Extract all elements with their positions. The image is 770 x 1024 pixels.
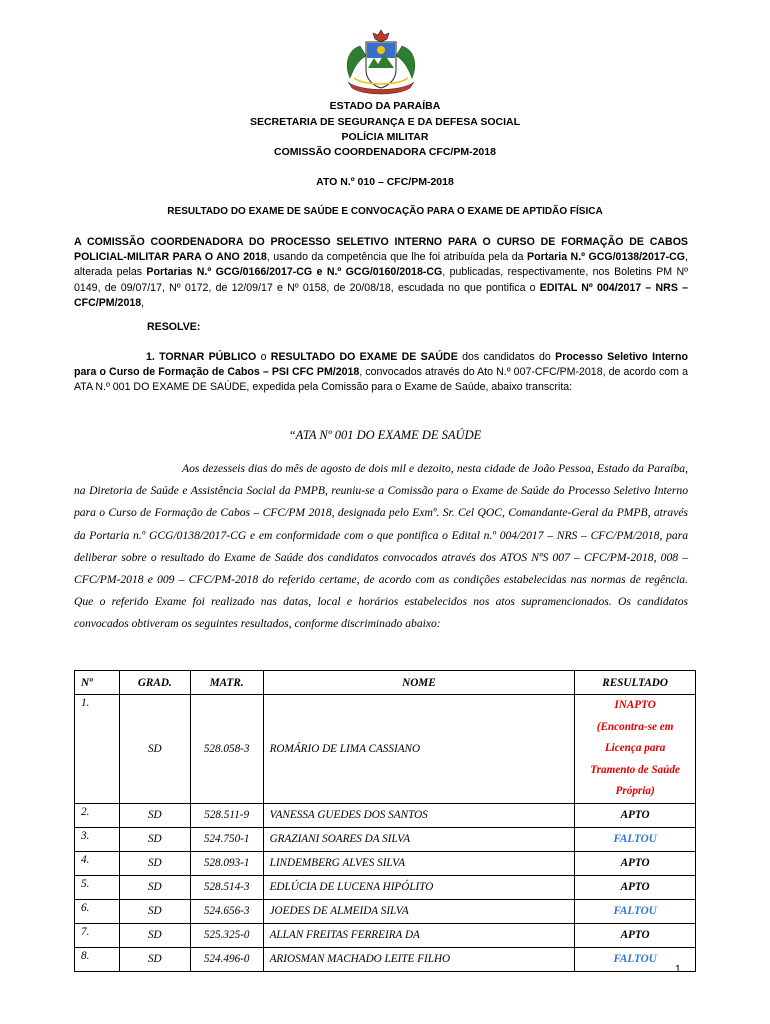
col-header-n: Nº	[75, 671, 120, 695]
cell-grad: SD	[119, 875, 190, 899]
cell-matr: 528.514-3	[190, 875, 263, 899]
intro-text-1: , usando da competência que lhe foi atribuída pela da	[266, 251, 528, 264]
document-title: RESULTADO DO EXAME DE SAÚDE E CONVOCAÇÃO PARA O EXAME DE APTIDÃO FÍSICA	[167, 206, 603, 217]
act-number: ATO N.º 010 – CFC/PM-2018	[316, 176, 454, 188]
header-commission: COMISSÃO COORDENADORA CFC/PM-2018	[274, 146, 496, 158]
cell-n: 6.	[75, 899, 120, 923]
cell-n: 5.	[75, 875, 120, 899]
cell-n: 4.	[75, 851, 120, 875]
intro-text-2: , alterada pelas	[74, 251, 688, 279]
cell-grad: SD	[119, 803, 190, 827]
cell-resultado: FALTOU	[575, 827, 696, 851]
intro-bold-4: EDITAL Nº 004/2017 – NRS – CFC/PM/2018	[74, 281, 688, 309]
cell-nome: ROMÁRIO DE LIMA CASSIANO	[263, 695, 575, 804]
cell-matr: 528.093-1	[190, 851, 263, 875]
cell-n: 2.	[75, 803, 120, 827]
item1-text-1: o	[256, 351, 271, 363]
intro-paragraph	[74, 235, 688, 311]
ata-body: Aos dezesseis dias do mês de agosto de dois mil e dezoito, nesta cidade de João Pessoa, Estado da Paraíba, na Diretoria de Saúde e Assistência Social da PMPB, reuniu-se a Comissão para o Exame de Saúde do Processo Seletivo Interno para o Curso de Formação de Cabos – CFC/PM 2018, designada pelo Exmº. Sr. Cel QOC, Comandante-Geral da PMPB, através da Portaria n.º GCG/0138/2017-CG e em conformidade com o que pontifica o Edital n.º 004/2017 – NRS – CFC/PM/2018, para deliberar sobre o resultado do Exame de Saúde dos candidatos convocados através dos ATOS NºS 007 – CFC/PM-2018, 008 – CFC/PM-2018 e 009 – CFC/PM-2018 do referido certame, de acordo com as condições estabelecidas nas normas de regência. Que o referido Exame foi realizado nas datas, local e horários estabelecidos nos atos supramencionados. Os candidatos convocados obtiveram os seguintes resultados, conforme discriminado abaixo:	[74, 462, 688, 631]
header-state: ESTADO DA PARAÍBA	[329, 100, 441, 112]
cell-nome: GRAZIANI SOARES DA SILVA	[263, 827, 575, 851]
cell-matr: 525.325-0	[190, 923, 263, 947]
cell-resultado: APTO	[575, 851, 696, 875]
intro-bold-2: Portaria N.º GCG/0138/2017-CG	[527, 251, 686, 264]
cell-nome: ALLAN FREITAS FERREIRA DA	[263, 923, 575, 947]
table-row	[75, 695, 696, 804]
cell-resultado: APTO	[575, 803, 696, 827]
resolve-heading: RESOLVE:	[147, 321, 201, 333]
cell-matr: 524.750-1	[190, 827, 263, 851]
table-row	[75, 899, 696, 923]
intro-text-4: ,	[141, 296, 145, 309]
intro-bold-1: A COMISSÃO COORDENADORA DO PROCESSO SELETIVO INTERNO PARA O CURSO DE FORMAÇÃO DE CABOS POLICIAL-MILITAR PARA O ANO 2018	[74, 236, 688, 264]
table-row	[75, 923, 696, 947]
cell-grad: SD	[119, 695, 190, 804]
ata-title: “ATA Nº 001 DO EXAME DE SAÚDE	[288, 428, 482, 442]
item-1-paragraph	[74, 350, 688, 396]
item1-bold-2: RESULTADO DO EXAME DE SAÚDE	[270, 351, 458, 363]
table-header-row	[75, 671, 696, 695]
table-row	[75, 803, 696, 827]
cell-resultado: FALTOU	[575, 947, 696, 971]
item1-bold-1: 1. TORNAR PÚBLICO	[146, 351, 257, 363]
cell-n: 3.	[75, 827, 120, 851]
cell-n: 7.	[75, 923, 120, 947]
cell-resultado: APTO	[575, 875, 696, 899]
cell-grad: SD	[119, 923, 190, 947]
cell-grad: SD	[119, 827, 190, 851]
item1-text-2: dos candidatos do	[457, 351, 556, 363]
cell-matr: 528.058-3	[190, 695, 263, 804]
col-header-grad: GRAD.	[119, 671, 190, 695]
header-secretariat: SECRETARIA DE SEGURANÇA E DA DEFESA SOCIAL	[249, 116, 521, 128]
col-header-nome: NOME	[263, 671, 575, 695]
cell-nome: LINDEMBERG ALVES SILVA	[263, 851, 575, 875]
table-row	[75, 947, 696, 971]
cell-nome: EDLÚCIA DE LUCENA HIPÓLITO	[263, 875, 575, 899]
result-note: (Encontra-se em Licença para Tramento de Saúde Própria)	[590, 720, 680, 797]
item1-text-3: , convocados através do Ato N.º 007-CFC/PM-2018, de acordo com a ATA N.º 001 DO EXAME DE SAÚDE, expedida pela Comissão para o Exame de Saúde, abaixo transcrita:	[74, 366, 688, 394]
item1-bold-3: Processo Seletivo Interno para o Curso de Formação de Cabos – PSI CFC PM/2018	[74, 351, 688, 379]
cell-resultado	[575, 695, 696, 804]
cell-n: 8.	[75, 947, 120, 971]
intro-bold-3: Portarias N.º GCG/0166/2017-CG e N.º GCG/0160/2018-CG	[146, 266, 443, 279]
cell-resultado: FALTOU	[575, 899, 696, 923]
header-police: POLÍCIA MILITAR	[341, 131, 429, 143]
state-coat-of-arms-icon	[340, 28, 422, 98]
results-table	[74, 670, 696, 972]
cell-grad: SD	[119, 851, 190, 875]
cell-nome: VANESSA GUEDES DOS SANTOS	[263, 803, 575, 827]
cell-nome: JOEDES DE ALMEIDA SILVA	[263, 899, 575, 923]
cell-n: 1.	[75, 695, 120, 804]
intro-text-3: , publicadas, respectivamente, nos Boletins PM Nº 0149, de 09/07/17, Nº 0172, de 12/09/17 e Nº 0158, de 20/08/18, escudada no que pontifica o	[74, 266, 689, 294]
cell-grad: SD	[119, 899, 190, 923]
col-header-resultado: RESULTADO	[575, 671, 696, 695]
table-row	[75, 851, 696, 875]
table-row	[75, 827, 696, 851]
cell-matr: 528.511-9	[190, 803, 263, 827]
cell-matr: 524.656-3	[190, 899, 263, 923]
result-status: INAPTO	[614, 699, 656, 711]
cell-resultado: APTO	[575, 923, 696, 947]
cell-grad: SD	[119, 947, 190, 971]
page-number: 1	[675, 963, 681, 975]
cell-nome: ARIOSMAN MACHADO LEITE FILHO	[263, 947, 575, 971]
cell-matr: 524.496-0	[190, 947, 263, 971]
col-header-matr: MATR.	[190, 671, 263, 695]
table-row	[75, 875, 696, 899]
